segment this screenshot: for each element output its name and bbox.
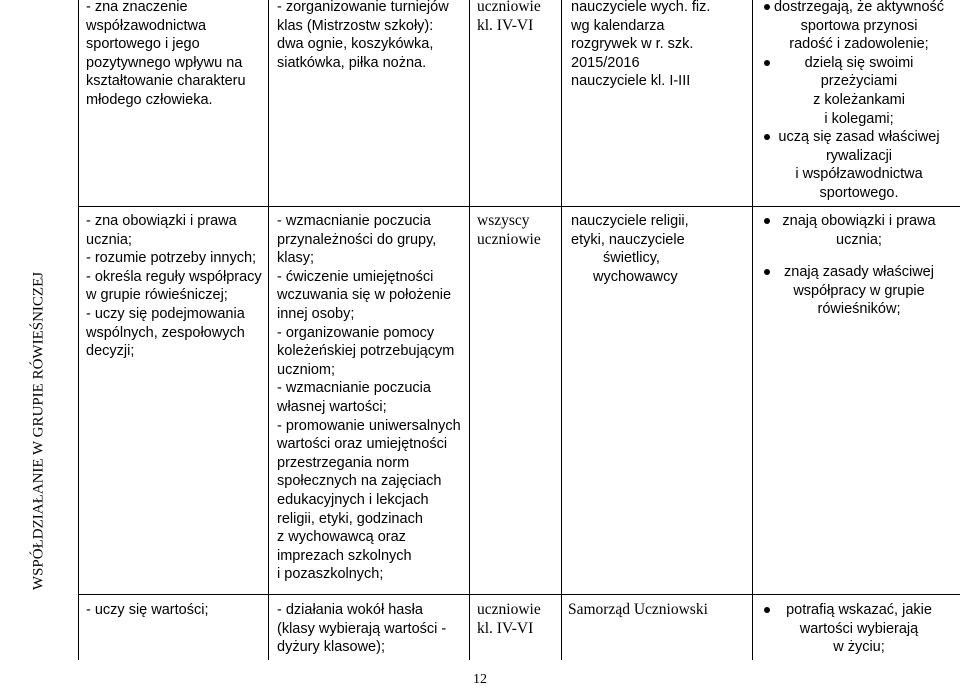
outcome-line: potrafią wskazać, jakie: [786, 602, 932, 618]
section-label: [2, 206, 76, 656]
outcome-line: przeżyciami: [820, 73, 898, 90]
outcome-line: dostrzegają, że aktywność: [773, 0, 945, 15]
task-line: imprezach szkolnych: [277, 547, 412, 564]
row-divider: [78, 206, 960, 207]
task-line: dyżury klasowe);: [277, 639, 385, 656]
task-line: z wychowawcą oraz: [277, 529, 406, 546]
page-number: 12: [473, 672, 487, 687]
goal-line: wspólnych, zespołowych: [86, 324, 245, 341]
task-line: - organizowanie pomocy: [277, 324, 435, 341]
outcome-line: ucznia;: [836, 231, 882, 248]
task-line: (klasy wybierają wartości -: [277, 620, 447, 637]
outcomes-cell: [760, 0, 958, 203]
participant-line: kl. IV-VI: [477, 16, 534, 34]
outcome-line: w życiu;: [833, 639, 885, 656]
responsible-cell: [568, 601, 752, 620]
responsible-line: świetlicy,: [603, 250, 660, 267]
tasks-cell: [277, 212, 467, 584]
task-line: religii, etyki, godzinach: [277, 510, 423, 527]
task-line: własnej wartości;: [277, 398, 387, 415]
task-line: przynależności do grupy,: [277, 231, 437, 248]
goals-cell: [86, 0, 266, 110]
table-border: [78, 0, 79, 660]
outcome-item: [760, 263, 958, 319]
responsible-line: Samorząd Uczniowski: [568, 601, 708, 618]
bullet-icon: [764, 60, 770, 66]
outcome-line: współpracy w grupie: [793, 282, 925, 299]
task-line: wczuwania się w położenie: [277, 287, 452, 304]
goal-line: pozytywnego wpływu na: [86, 54, 243, 71]
responsible-line: rozgrywek w r. szk.: [571, 36, 694, 53]
task-line: klasy;: [277, 250, 315, 267]
outcome-line: i kolegami;: [824, 110, 894, 127]
task-line: siatkówka, piłka nożna.: [277, 54, 427, 71]
outcome-line: rówieśników;: [817, 301, 901, 318]
goal-line: młodego człowieka.: [86, 91, 213, 108]
bullet-icon: [764, 218, 770, 224]
goal-line: decyzji;: [86, 343, 135, 360]
participant-line: uczniowie: [477, 0, 541, 15]
outcome-line: radość i zadowolenie;: [789, 36, 929, 53]
outcome-item: [760, 212, 958, 249]
participant-line: uczniowie: [477, 230, 541, 248]
responsible-line: wg kalendarza: [571, 17, 665, 34]
task-line: koleżeńskiej potrzebującym: [277, 343, 455, 360]
bullet-icon: [764, 607, 770, 613]
table-border: [561, 0, 562, 660]
task-line: edukacyjnych i lekcjach: [277, 491, 429, 508]
goal-line: - rozumie potrzeby innych;: [86, 250, 257, 267]
task-line: i pozaszkolnych;: [277, 566, 384, 583]
task-line: - zorganizowanie turniejów: [277, 0, 449, 15]
goal-line: - uczy się podejmowania: [86, 305, 245, 322]
outcome-line: sportowa przynosi: [800, 17, 918, 34]
outcome-line: rywalizacji: [825, 147, 893, 164]
participants-cell: [477, 0, 559, 35]
goal-line: - określa reguły współpracy: [86, 268, 262, 285]
responsible-line: etyki, nauczyciele: [571, 231, 685, 248]
task-line: przestrzegania norm: [277, 454, 410, 471]
task-line: innej osoby;: [277, 305, 355, 322]
outcome-line: znają obowiązki i prawa: [782, 213, 936, 229]
goal-line: w grupie rówieśniczej;: [86, 287, 228, 304]
outcome-line: dzielą się swoimi: [804, 54, 914, 71]
outcome-line: uczą się zasad właściwej: [778, 129, 940, 146]
table-border: [752, 0, 753, 660]
responsible-line: nauczyciele kl. I-III: [571, 73, 691, 90]
task-line: klas (Mistrzostw szkoły):: [277, 17, 434, 34]
outcomes-cell: [760, 212, 958, 319]
goal-line: sportowego i jego: [86, 36, 200, 53]
goal-line: kształtowanie charakteru: [86, 73, 246, 90]
responsible-line: nauczyciele religii,: [571, 213, 689, 229]
outcome-line: z koleżankami: [813, 91, 905, 108]
goals-cell: [86, 212, 266, 361]
outcome-line: znają zasady właściwej: [784, 264, 934, 281]
task-line: uczniom;: [277, 361, 336, 378]
task-line: dwa ognie, koszykówka,: [277, 36, 434, 53]
goals-cell: [86, 601, 266, 620]
task-line: - działania wokół hasła: [277, 602, 423, 618]
goal-line: współzawodnictwa: [86, 17, 207, 34]
participant-line: kl. IV-VI: [477, 619, 534, 637]
outcome-item: [760, 54, 958, 128]
goal-line: - zna obowiązki i prawa: [86, 213, 237, 229]
task-line: - wzmacnianie poczucia: [277, 380, 431, 397]
task-line: wartości oraz umiejętności: [277, 436, 448, 453]
table-border: [268, 0, 269, 660]
participant-line: wszyscy: [477, 212, 530, 229]
task-line: - wzmacnianie poczucia: [277, 213, 431, 229]
table-border: [469, 0, 470, 660]
participants-cell: [477, 601, 559, 638]
goal-line: - zna znaczenie: [86, 0, 188, 15]
outcomes-cell: [760, 601, 958, 657]
responsible-line: nauczyciele wych. fiz.: [571, 0, 711, 15]
section-label-text: WSPÓŁDZIAŁANIE W GRUPIE RÓWIEŚNICZEJ: [30, 271, 47, 591]
outcome-item: [760, 128, 958, 202]
row-divider: [78, 594, 960, 595]
outcome-line: wartości wybierają: [799, 620, 919, 637]
outcome-item: [760, 601, 958, 657]
bullet-icon: [764, 4, 770, 10]
participant-line: uczniowie: [477, 601, 541, 618]
task-line: - ćwiczenie umiejętności: [277, 268, 434, 285]
responsible-line: 2015/2016: [571, 54, 640, 71]
responsible-cell: [571, 212, 751, 286]
task-line: - promowanie uniwersalnych: [277, 417, 461, 434]
goal-line: ucznia;: [86, 231, 132, 248]
outcome-item: [760, 0, 958, 54]
responsible-line: wychowawcy: [593, 268, 678, 285]
outcome-line: i współzawodnictwa: [795, 166, 923, 183]
tasks-cell: [277, 601, 467, 657]
responsible-cell: [571, 0, 751, 91]
task-line: społecznych na zajęciach: [277, 473, 442, 490]
outcome-line: sportowego.: [819, 184, 899, 201]
participants-cell: [477, 212, 559, 249]
tasks-cell: [277, 0, 467, 72]
goal-line: - uczy się wartości;: [86, 602, 209, 618]
